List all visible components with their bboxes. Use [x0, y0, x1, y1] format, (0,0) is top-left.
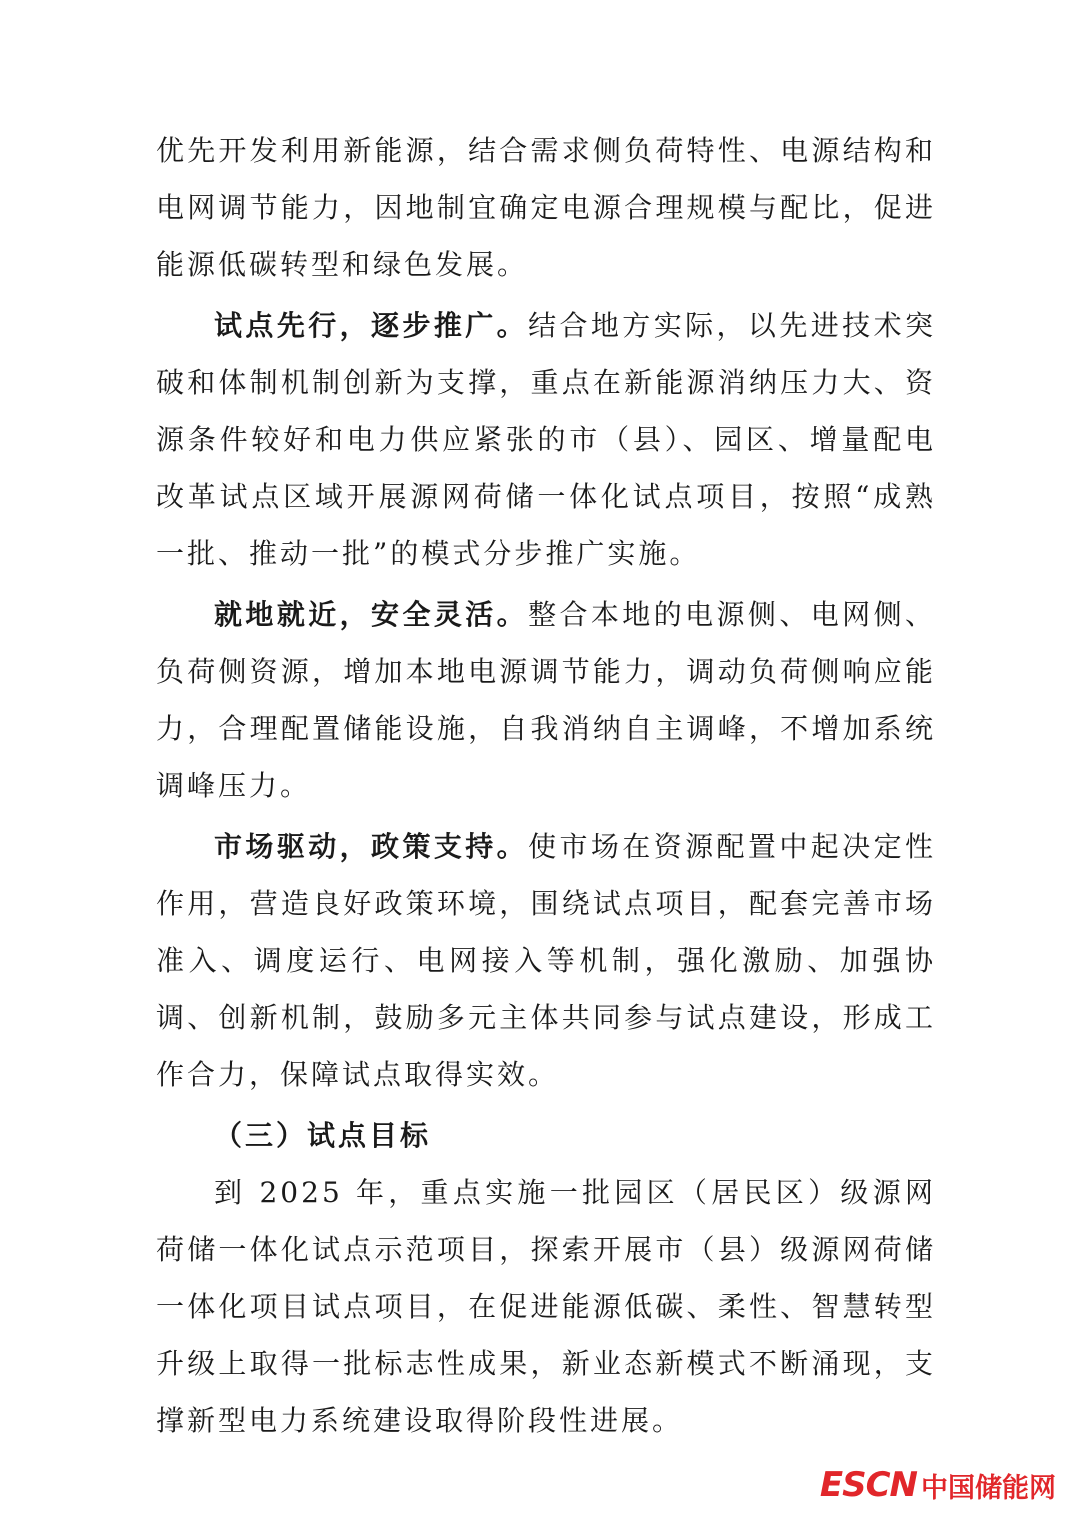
section-heading: （三）试点目标	[214, 1119, 432, 1152]
paragraph-text: 整合本地的电源侧、电网侧、负荷侧资源，增加本地电源调节能力，调动负荷侧响应能力，合理配置储能设施，自我消纳自主调峰，不增加系统调峰压力。	[156, 598, 936, 802]
paragraph-lead: 市场驱动，政策支持。	[214, 830, 529, 863]
paragraph-continued	[156, 122, 936, 293]
paragraph-local-nearby	[156, 586, 936, 814]
paragraph-lead: 就地就近，安全灵活。	[214, 598, 529, 631]
paragraph-text: 结合地方实际，以先进技术突破和体制机制创新为支撑，重点在新能源消纳压力大、资源条件较好和电力供应紧张的市（县）、园区、增量配电改革试点区域开展源网荷储一体化试点项目，按照“成熟一批、推动一批”的模式分步推广实施。	[156, 309, 936, 570]
watermark-brand-en: ESCN	[819, 1465, 917, 1505]
document-body	[156, 122, 936, 1449]
paragraph-text: 到 2025 年，重点实施一批园区（居民区）级源网荷储一体化试点示范项目，探索开展市（县）级源网荷储一体化项目试点项目，在促进能源低碳、柔性、智慧转型升级上取得一批标志性成果，新业态新模式不断涌现，支撑新型电力系统建设取得阶段性进展。	[156, 1176, 936, 1437]
paragraph-market-driven	[156, 818, 936, 1103]
paragraph-pilot-target	[156, 1164, 936, 1449]
paragraph-lead: 试点先行，逐步推广。	[214, 309, 529, 342]
paragraph-text: 使市场在资源配置中起决定性作用，营造良好政策环境，围绕试点项目，配套完善市场准入、调度运行、电网接入等机制，强化激励、加强协调、创新机制，鼓励多元主体共同参与试点建设，形成工作合力，保障试点取得实效。	[156, 830, 936, 1091]
paragraph-text: 优先开发利用新能源，结合需求侧负荷特性、电源结构和电网调节能力，因地制宜确定电源合理规模与配比，促进能源低碳转型和绿色发展。	[156, 134, 936, 281]
paragraph-pilot-first	[156, 297, 936, 582]
escn-watermark-logo	[820, 1465, 1056, 1505]
watermark-brand-cn: 中国储能网	[921, 1472, 1056, 1504]
